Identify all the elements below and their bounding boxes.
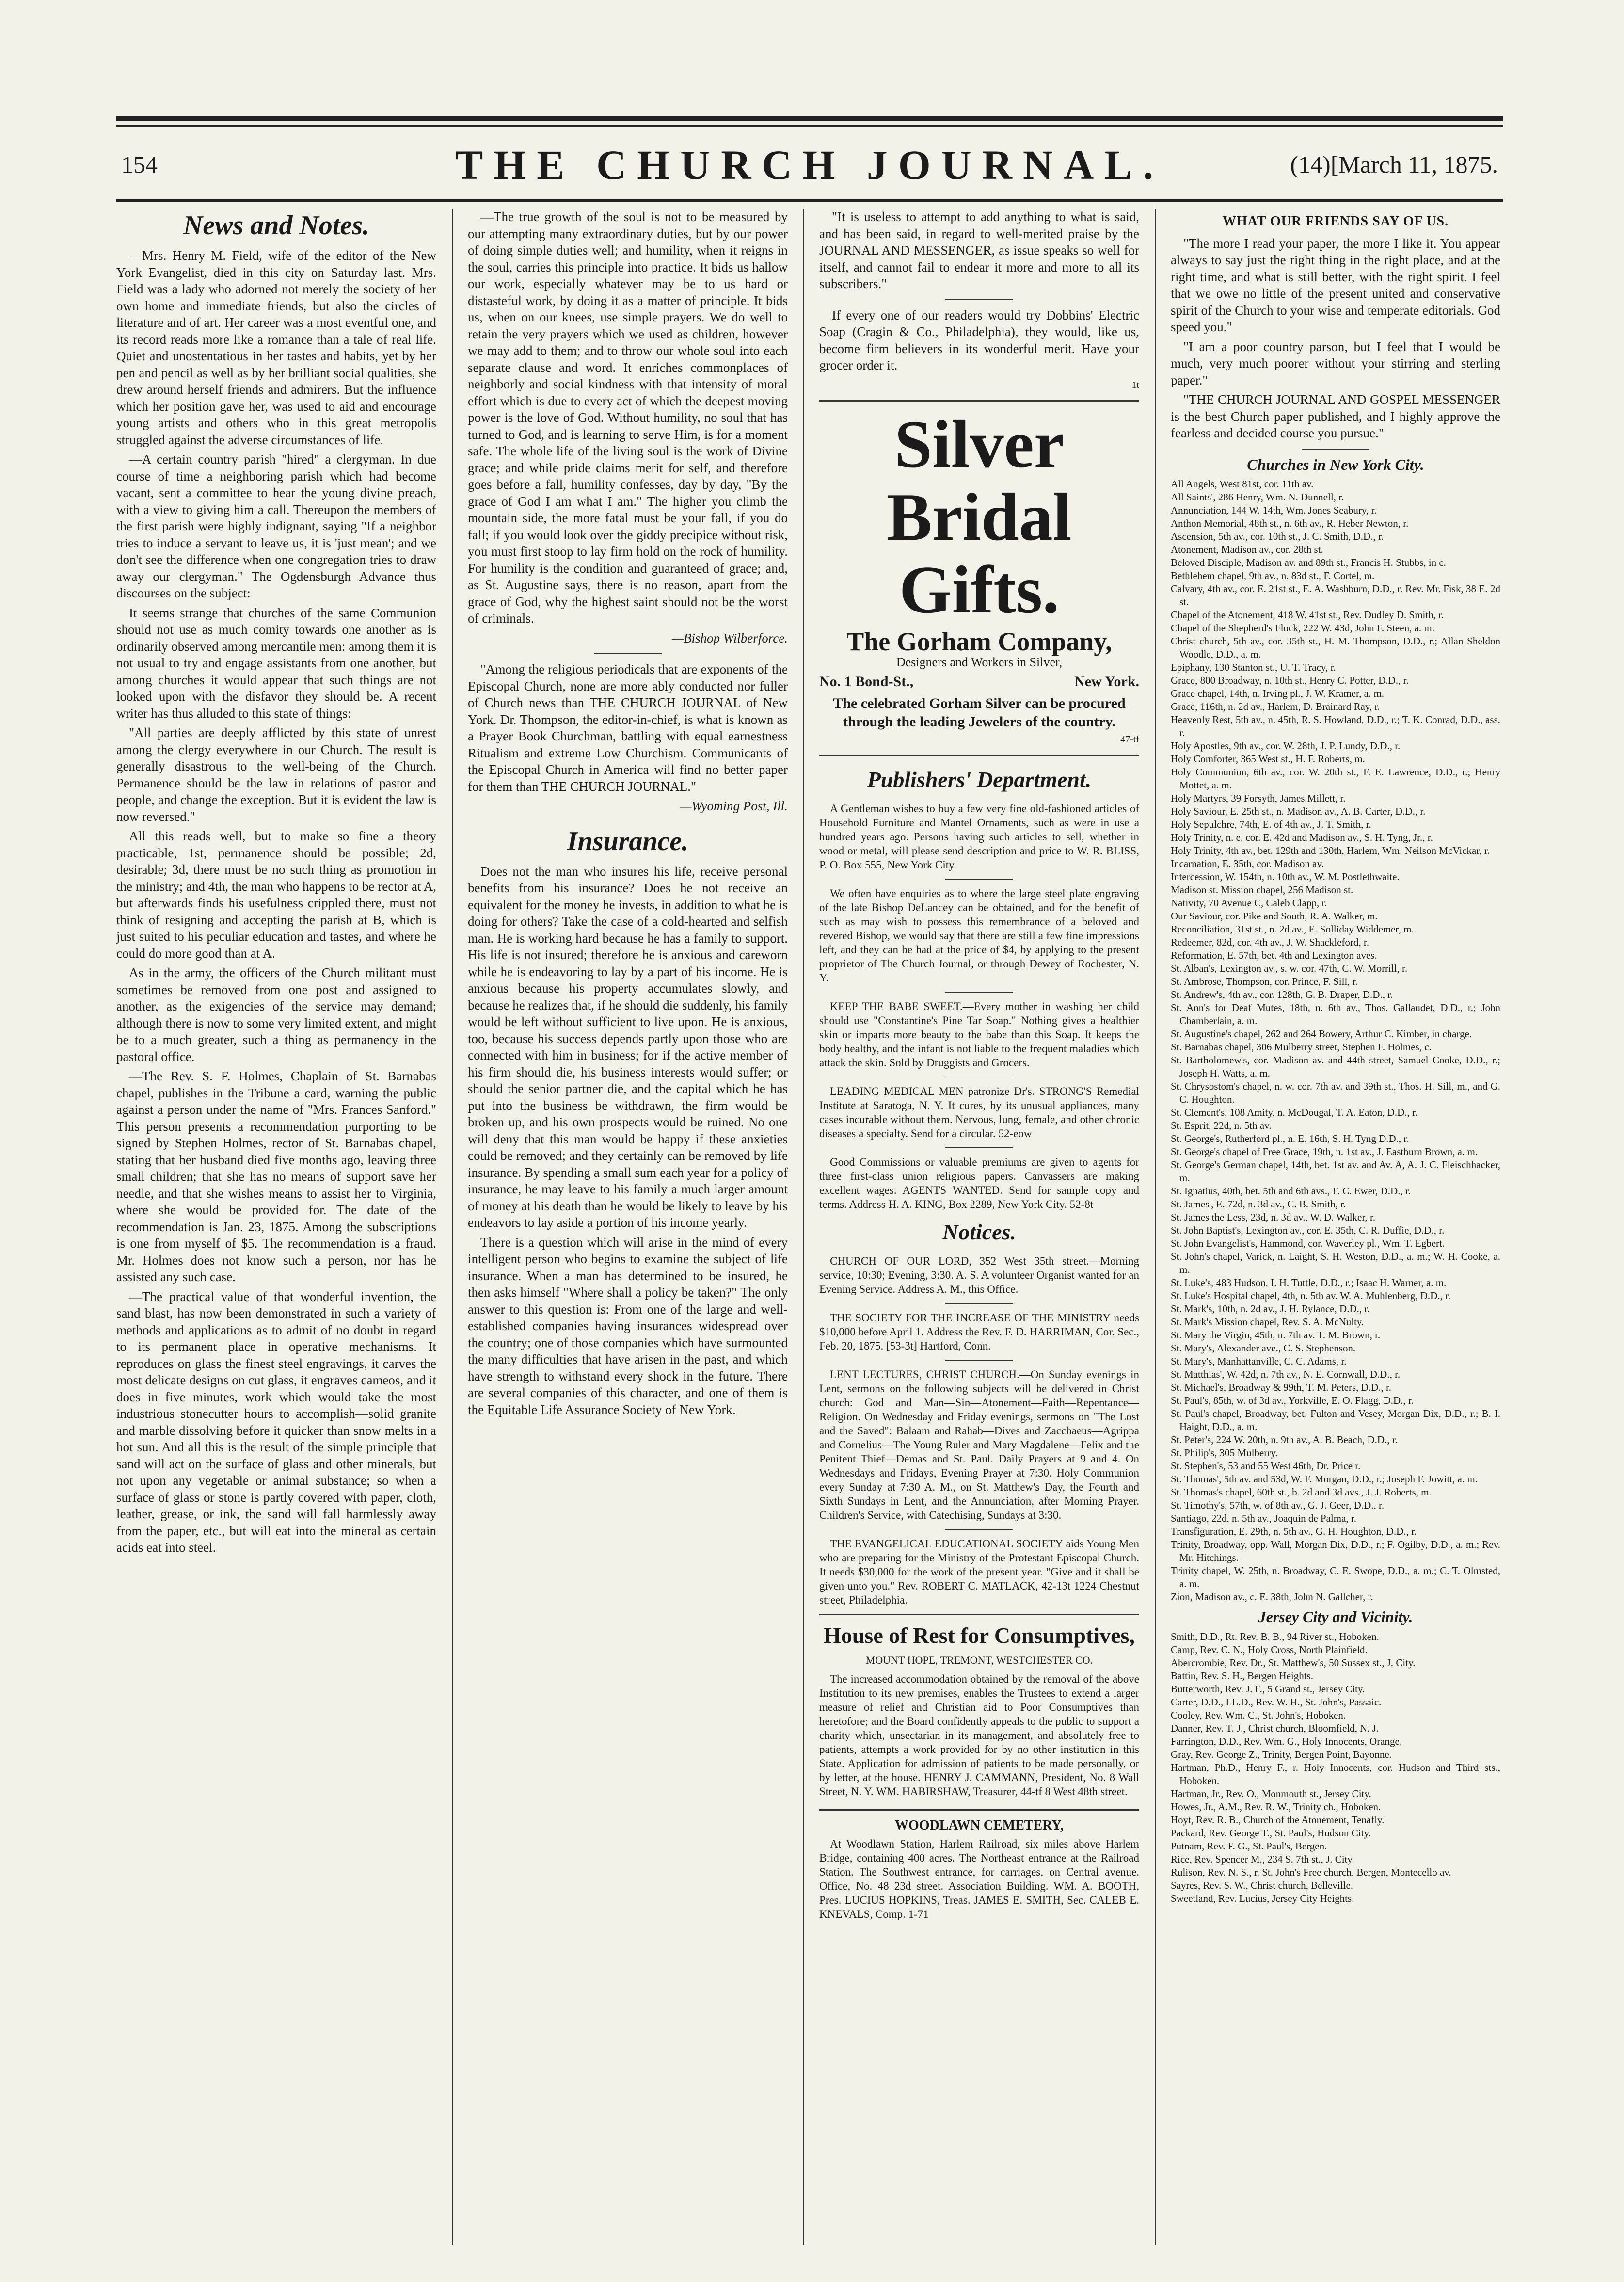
separator xyxy=(945,299,1013,300)
page-number: 154 xyxy=(121,151,158,178)
church-listing: Epiphany, 130 Stanton st., U. T. Tracy, r. xyxy=(1171,661,1336,673)
church-listing: St. James', E. 72d, n. 3d av., C. B. Smith, r. xyxy=(1171,1198,1346,1210)
classified-item: KEEP THE BABE SWEET.—Every mother in washing her child should use "Constantine's Pine Tar Soap." Nothing gives a healthier skin or imparts more beauty to the babe than this Soap. It keeps the body healthy, and the infant is not liable to the frequent maladies which attack the skin. Sold by Druggists and Grocers. xyxy=(819,1000,1139,1069)
church-listing: St. Timothy's, 57th, w. of 8th av., G. J. Geer, D.D., r. xyxy=(1171,1499,1385,1511)
ad-subheading: MOUNT HOPE, TREMONT, WESTCHESTER CO. xyxy=(865,1654,1093,1666)
separator xyxy=(945,1147,1013,1148)
church-listing: St. Thomas's chapel, 60th st., b. 2d and 3d avs., J. J. Roberts, m. xyxy=(1171,1486,1432,1498)
ad-reference: 1t xyxy=(1131,379,1139,390)
news-paragraph: —Mrs. Henry M. Field, wife of the editor of the New York Evangelist, died in this city on Saturday last. Mrs. Field was a lady who adorned not merely the society of her own home and immediate friends, but also the circles of literature and of art. Her career was a most eventful one, and its record reads more like a romance than a tale of real life. Quiet and unostentatious in her tastes and habits, yet by her pen and pencil as well as by her brilliant social qualities, she drew around herself friends and admirers. But the influence which her position gave her, was used to aid and encourage young artists and others who in this great metropolis struggled against the adverse circumstances of life. xyxy=(116,248,436,447)
church-listing: Intercession, W. 154th, n. 10th av., W. M. Postlethwaite. xyxy=(1171,871,1400,883)
church-listing: Holy Sepulchre, 74th, E. of 4th av., J. T. Smith, r. xyxy=(1171,819,1371,830)
church-listing: Atonement, Madison av., cor. 28th st. xyxy=(1171,544,1323,555)
ad-body: The increased accommodation obtained by the removal of the above Institution to its new premises, enables the Trustees to extend a larger measure of relief and Christian aid to Poor Consumptives than heretofore; and the Board confidently appeals to the public to support a charity which, unsectarian in its management, and absolutely free to patients, attempts a work provided for by no other institution in this State. Application for admission of patients to be made personally, or by letter, at the house. HENRY J. CAMMANN, President, No. 8 Wall Street, N. Y. WM. HABIRSHAW, Treasurer, 44-tf 8 West 48th street. xyxy=(819,1672,1139,1798)
church-listing: Reformation, E. 57th, bet. 4th and Lexington aves. xyxy=(1171,949,1377,961)
attribution: —Bishop Wilberforce. xyxy=(672,630,788,645)
church-listing: Holy Martyrs, 39 Forsyth, James Millett, r. xyxy=(1171,792,1346,804)
church-listing: Madison st. Mission chapel, 256 Madison st. xyxy=(1171,884,1353,896)
article-paragraph: —The true growth of the soul is not to be measured by our attempting many extraordinary duties, but by our power of doing simple duties well; and humility, when it reigns in the soul, carries this principle into practice. It bids us hallow our work, especially whatever may be to us hard or distasteful work, by doing it as a matter of principle. It bids us, when on our knees, use simple prayers. We do well to retain the very prayers which we used as children, however we may add to them; and to throw our whole soul into each separate clause and word. It enriches commonplaces of neighborly and social kindness with that intensity of moral effort which is due to every act of which the deepest moving power is the love of God. Without humility, no soul that has turned to God, and is learning to serve Him, is for a moment safe. The whole life of the living soul is the work of Divine grace; and while pride claims merit for self, and therefore goes before a fall, humility confesses, day by day, "By the grace of God I am what I am." The higher you climb the mountain side, the more fatal must be your fall, if you do fall; if you would look over the giddy precipice without risk, you must first stoop to lay firm hold on the rock of humility. For humility is the condition and guaranteed of grace; and, as St. Augustine says, there is no reason, apart from the grace of God, why the highest saint should not be the worst of criminals. xyxy=(468,209,788,626)
church-listing: Grace, 116th, n. 2d av., Harlem, D. Brainard Ray, r. xyxy=(1171,701,1380,712)
church-listing: St. Ambrose, Thompson, cor. Prince, F. Sill, r. xyxy=(1171,976,1358,987)
separator xyxy=(945,1529,1013,1530)
church-listing: Hartman, Ph.D., Henry F., r. Holy Innocents, cor. Hudson and Third sts., Hoboken. xyxy=(1171,1761,1500,1786)
church-listing: Heavenly Rest, 5th av., n. 45th, R. S. Howland, D.D., r.; T. K. Conrad, D.D., ass. r. xyxy=(1171,714,1500,739)
church-listing: St. Barnabas chapel, 306 Mulberry street, Stephen F. Holmes, c. xyxy=(1171,1041,1432,1053)
church-listing: St. Chrysostom's chapel, n. w. cor. 7th av. and 39th st., Thos. H. Sill, m., and G. C. Houghton. xyxy=(1171,1080,1500,1105)
church-listing: Beloved Disciple, Madison av. and 89th st., Francis H. Stubbs, in c. xyxy=(1171,557,1446,568)
news-paragraph: —The practical value of that wonderful invention, the sand blast, has now been demonstrated in such a variety of methods and applications as to admit of no doubt in regard to its permanent place in operative mechanisms. It reproduces on glass the finest steel engravings, it carves the most delicate designs on cut glass, it engraves cameos, and it does in five minutes, work which would take the most industrious stonecutter hours to accomplish—solid granite and marble dissolving before it quicker than snow melts in a hot sun. And all this is the result of the simple principle that sand will act on the surface of glass and other minerals, but not upon any vegetable or animal substance; so when a surface of glass or stone is partly covered with paper, cloth, leather, grease, or ink, the sand will fall harmlessly away from the paper, etc., but will eat into the mineral as certain acids eat into steel. xyxy=(116,1289,436,1555)
separator xyxy=(945,1303,1013,1304)
church-listing: St. John Evangelist's, Hammond, cor. Waverley pl., Wm. T. Egbert. xyxy=(1171,1237,1445,1249)
church-listing: Gray, Rev. George Z., Trinity, Bergen Point, Bayonne. xyxy=(1171,1748,1392,1760)
church-listing: Nativity, 70 Avenue C, Caleb Clapp, r. xyxy=(1171,897,1327,909)
column-humility-insurance xyxy=(468,209,788,2245)
article-paragraph: "Among the religious periodicals that are exponents of the Episcopal Church, none are more ably conducted nor fuller of Church news than THE CHURCH JOURNAL of New York. Dr. Thompson, the editor-in-chief, is what is known as a Prayer Book Churchman, battling with equal earnestness Ritualism and extreme Low Churchism. Communicants of the Episcopal Church in America will find no better paper for them than THE CHURCH JOURNAL." xyxy=(468,662,788,794)
ad-address-line xyxy=(819,674,1139,691)
church-listing: St. Philip's, 305 Mulberry. xyxy=(1171,1447,1278,1459)
church-listing: St. Michael's, Broadway & 99th, T. M. Peters, D.D., r. xyxy=(1171,1382,1392,1393)
church-listing: St. Ignatius, 40th, bet. 5th and 6th avs., F. C. Ewer, D.D., r. xyxy=(1171,1185,1411,1197)
article-paragraph: "It is useless to attempt to add anything to what is said, and has been said, in regard to well-merited praise by the JOURNAL AND MESSENGER, as issue speaks so well for itself, and cannot fail to endear it more and more to all its subscribers." xyxy=(819,209,1139,291)
church-listing: Howes, Jr., A.M., Rev. R. W., Trinity ch., Hoboken. xyxy=(1171,1800,1381,1813)
column-divider xyxy=(452,209,453,2245)
section-heading: Churches in New York City. xyxy=(1247,455,1424,473)
church-listing: Trinity chapel, W. 25th, n. Broadway, C. E. Swope, D.D., a. m.; C. T. Olmsted, a. m. xyxy=(1171,1565,1500,1590)
news-paragraph: It seems strange that churches of the same Communion should not use as much comity towards one another as is ordinarily observed among mercantile men: among them it is not usual to try and engage assistants from one another, but among churches it would appear that such things are not looked upon with the disfavor they should be. A recent writer has thus alluded to this state of things: xyxy=(116,605,436,721)
church-listing: Transfiguration, E. 29th, n. 5th av., G. H. Houghton, D.D., r. xyxy=(1171,1526,1417,1537)
section-heading: WHAT OUR FRIENDS SAY OF US. xyxy=(1222,214,1449,229)
church-listing: St. George's German chapel, 14th, bet. 1st av. and Av. A, A. J. C. Fleischhacker, m. xyxy=(1171,1159,1500,1184)
separator xyxy=(594,653,662,654)
church-listing: Chapel of the Shepherd's Flock, 222 W. 43d, John F. Steen, a. m. xyxy=(1171,622,1434,634)
church-listing: Camp, Rev. C. N., Holy Cross, North Plainfield. xyxy=(1171,1643,1368,1655)
church-listing: Danner, Rev. T. J., Christ church, Bloomfield, N. J. xyxy=(1171,1722,1379,1734)
classified-item: Good Commissions or valuable premiums are given to agents for three first-class union religious papers. Canvassers are making excellent wages. AGENTS WANTED. Send for sample copy and terms. Address H. A. KING, Box 2289, New York City. 52-8t xyxy=(819,1156,1139,1210)
church-listing: St. Mark's Mission chapel, Rev. S. A. McNulty. xyxy=(1171,1316,1364,1328)
house-of-rest-advertisement xyxy=(819,1614,1139,1811)
church-listing: St. Matthias', W. 42d, n. 7th av., N. E. Cornwall, D.D., r. xyxy=(1171,1368,1401,1380)
testimonial: "The more I read your paper, the more I like it. You appear always to say just the right thing in the right place, and at the right time, and what is still better, with the right spirit. I feel that we owe no little of the present united and conservative spirit of the Church to your wise and temperate editorials. God speed you." xyxy=(1171,236,1500,334)
ad-heading: House of Rest for Consumptives, xyxy=(824,1623,1135,1648)
ny-church-directory xyxy=(1171,478,1500,1604)
church-listing: Incarnation, E. 35th, cor. Madison av. xyxy=(1171,858,1324,869)
church-listing: St. Luke's Hospital chapel, 4th, n. 5th av. W. A. Muhlenberg, D.D., r. xyxy=(1171,1290,1451,1302)
news-paragraph: "All parties are deeply afflicted by this state of unrest among the clergy everywhere in our Church. The result is generally disastrous to the well-being of the Church. Permanence should be the law in relations of pastor and people, and change the exception. But it is evident the law is now reversed." xyxy=(116,725,436,824)
section-heading: Publishers' Department. xyxy=(867,767,1092,792)
ad-body: At Woodlawn Station, Harlem Railroad, six miles above Harlem Bridge, containing 400 acres. The Northeast entrance at the Railroad Station. The Southwest entrance, for carriages, on Central avenue. Office, No. 48 23d street. Association Building. WM. A. BOOTH, Pres. LUCIUS HOPKINS, Treas. JAMES E. SMITH, Sec. CALEB E. KNEVALS, Comp. 1-71 xyxy=(819,1838,1139,1920)
notice-item: LENT LECTURES, CHRIST CHURCH.—On Sunday evenings in Lent, sermons on the following subjects will be delivered in Christ church: God and Man—Sin—Atonement—Faith—Repentance—Religion. On Wednesday and Friday evenings, sermons on "The Lost and the Saved": Balaam and Rahab—Dives and Zacchaeus—Agrippa and Cornelius—The Young Ruler and Mary Magdalene—Felix and the Penitent Thief—Demas and St. Paul. Daily Prayers at 9 and 4. On Wednesdays and Fridays, Evening Prayer at 7:30. Holy Communion every Sunday at 7:30 A. M., on St. Matthew's Day, the Fourth and Sixth Sundays in Lent, and the Annunciation, after Morning Prayer. Children's Service, with Catechising, Sundays at 3:30. xyxy=(819,1368,1139,1521)
ad-title-silver: Silver xyxy=(894,407,1064,482)
church-listing: St. Peter's, 224 W. 20th, n. 9th av., A. B. Beach, D.D., r. xyxy=(1171,1434,1398,1446)
church-listing: Grace chapel, 14th, n. Irving pl., J. W. Kramer, a. m. xyxy=(1171,688,1385,699)
article-paragraph: If every one of our readers would try Dobbins' Electric Soap (Cragin & Co., Philadelphia), they would, like us, become firm believers in its wonderful merit. Have your grocer order it. xyxy=(819,307,1139,372)
church-listing: St. Clement's, 108 Amity, n. McDougal, T. A. Eaton, D.D., r. xyxy=(1171,1107,1418,1118)
church-listing: Cooley, Rev. Wm. C., St. John's, Hoboken. xyxy=(1171,1709,1346,1721)
notices xyxy=(819,1254,1139,1607)
separator xyxy=(945,992,1013,993)
column-divider xyxy=(803,209,804,2245)
church-listing: Smith, D.D., Rt. Rev. B. B., 94 River st., Hoboken. xyxy=(1171,1630,1379,1642)
church-listing: St. George's, Rutherford pl., n. E. 16th, S. H. Tyng D.D., r. xyxy=(1171,1133,1409,1144)
section-heading: Notices. xyxy=(942,1220,1016,1244)
news-paragraph: —The Rev. S. F. Holmes, Chaplain of St. Barnabas chapel, publishes in the Tribune a card, warning the public against a person under the name of "Mrs. Frances Sanford." This person presents a recommendation purporting to be signed by Stephen Holmes, rector of St. Barnabas chapel, stating that her husband died five months ago, leaving three small children; that she has no means of support save her needle, and that she wishes means to assist her to Virginia, where she would be provided for. The date of the recommendation is Jan. 23, 1875. Among the subscriptions is one from myself of $5. The recommendation is a fraud. Mr. Holmes does not know such a person, nor has he assisted any such case. xyxy=(116,1069,436,1284)
church-listing: Chapel of the Atonement, 418 W. 41st st., Rev. Dudley D. Smith, r. xyxy=(1171,609,1444,621)
church-listing: Sayres, Rev. S. W., Christ church, Belleville. xyxy=(1171,1879,1353,1891)
church-listing: Our Saviour, cor. Pike and South, R. A. Walker, m. xyxy=(1171,910,1378,922)
church-listing: Bethlehem chapel, 9th av., n. 83d st., F. Cortel, m. xyxy=(1171,570,1375,581)
church-listing: Annunciation, 144 W. 14th, Wm. Jones Seabury, r. xyxy=(1171,504,1377,516)
publishers-department xyxy=(819,802,1139,1211)
church-listing: Ascension, 5th av., cor. 10th st., J. C. Smith, D.D., r. xyxy=(1171,530,1384,542)
separator xyxy=(1302,449,1369,450)
news-paragraph: As in the army, the officers of the Church militant must sometimes be removed from one post and assigned to another, as the exigencies of the service may demand; although there is now to some very limited extent, and might be to a much greater, such a thing as permanency in the pastoral office. xyxy=(116,965,436,1064)
ad-title-bridal-gifts: Bridal Gifts. xyxy=(887,480,1072,627)
ad-reference: 47-tf xyxy=(1120,734,1139,745)
church-listing: St. George's chapel of Free Grace, 19th, n. 1st av., J. Eastburn Brown, a. m. xyxy=(1171,1146,1478,1157)
church-listing: All Saints', 286 Henry, Wm. N. Dunnell, r. xyxy=(1171,491,1344,503)
church-listing: St. Luke's, 483 Hudson, I. H. Tuttle, D.D., r.; Isaac H. Warner, a. m. xyxy=(1171,1277,1447,1288)
nj-church-directory xyxy=(1171,1630,1500,1905)
church-listing: St. Stephen's, 53 and 55 West 46th, Dr. Price r. xyxy=(1171,1460,1361,1472)
issue-date: (14)[March 11, 1875. xyxy=(1290,151,1498,178)
section-heading: News and Notes. xyxy=(183,210,370,241)
church-listing: All Angels, West 81st, cor. 11th av. xyxy=(1171,478,1314,490)
church-listing: St. John's chapel, Varick, n. Laight, S. H. Weston, D.D., a. m.; W. H. Cooke, a. m. xyxy=(1171,1251,1500,1275)
column-friends-churches xyxy=(1171,209,1500,2245)
separator xyxy=(945,879,1013,880)
newspaper-page xyxy=(116,116,1503,2260)
news-paragraph: All this reads well, but to make so fine a theory practicable, 1st, permanence should be possible; 2d, desirable; 3d, there must be no such thing as promotion in the ministry; and 4th, the man who happens to be rector at A, but afterwards finds his usefulness crippled there, must not think of resigning and accepting the parish at B, which is just suited to his peculiar education and tastes, and where he could do more good than at A. xyxy=(116,829,436,961)
church-listing: Holy Communion, 6th av., cor. W. 20th st., F. E. Lawrence, D.D., r.; Henry Mottet, a. m. xyxy=(1171,766,1500,791)
column-news-and-notes xyxy=(116,209,436,2245)
newspaper-title: THE CHURCH JOURNAL. xyxy=(455,142,1164,188)
church-listing: St. Thomas', 5th av. and 53d, W. F. Morgan, D.D., r.; Joseph F. Jowitt, a. m. xyxy=(1171,1473,1478,1485)
ad-tagline: Designers and Workers in Silver, xyxy=(896,655,1063,669)
church-listing: Battin, Rev. S. H., Bergen Heights. xyxy=(1171,1670,1313,1682)
ad-heading: WOODLAWN CEMETERY, xyxy=(894,1817,1064,1833)
attribution: —Wyoming Post, Ill. xyxy=(680,799,788,813)
church-listing: Butterworth, Rev. J. F., 5 Grand st., Jersey City. xyxy=(1171,1683,1365,1695)
church-listing: Zion, Madison av., c. E. 38th, John N. Gallcher, r. xyxy=(1171,1591,1373,1603)
church-listing: Christ church, 5th av., cor. 35th st., H. M. Thompson, D.D., r.; Allan Sheldon Woodle, D.D., a. m. xyxy=(1171,635,1500,660)
gorham-advertisement xyxy=(819,400,1139,756)
church-listing: Rulison, Rev. N. S., r. St. John's Free church, Bergen, Montecello av. xyxy=(1171,1866,1451,1878)
article-paragraph: There is a question which will arise in the mind of every intelligent person who begins to examine the subject of life insurance. When a man has determined to be insured, he then asks himself "Where shall a policy be taken?" The only answer to this question is: From one of the large and well-established companies having insurances widespread over the country; one of those companies which have surmounted the many difficulties that have arisen in the past, and which have strength to withstand every shock in the future. There are several companies of this character, and one of them is the Equitable Life Assurance Society of New York. xyxy=(468,1235,788,1417)
top-rule xyxy=(116,116,1503,121)
church-listing: St. Bartholomew's, cor. Madison av. and 44th street, Samuel Cooke, D.D., r.; Joseph H. Watts, a. m. xyxy=(1171,1054,1500,1079)
church-listing: Holy Apostles, 9th av., cor. W. 28th, J. P. Lundy, D.D., r. xyxy=(1171,740,1401,752)
church-listing: Rice, Rev. Spencer M., 234 S. 7th st., J. City. xyxy=(1171,1853,1354,1865)
church-listing: St. James the Less, 23d, n. 3d av., W. D. Walker, r. xyxy=(1171,1211,1376,1223)
church-listing: St. Mary's, Alexander ave., C. S. Stephenson. xyxy=(1171,1342,1356,1354)
church-listing: Redeemer, 82d, cor. 4th av., J. W. Shackleford, r. xyxy=(1171,936,1369,948)
church-listing: Grace, 800 Broadway, n. 10th st., Henry C. Potter, D.D., r. xyxy=(1171,675,1409,686)
church-listing: St. Paul's chapel, Broadway, bet. Fulton and Vesey, Morgan Dix, D.D., r.; B. I. Haight, D.D., a. m. xyxy=(1171,1408,1500,1432)
church-listing: Reconciliation, 31st st., n. 2d av., E. Solliday Widdemer, m. xyxy=(1171,923,1414,935)
church-listing: Farrington, D.D., Rev. Wm. G., Holy Innocents, Orange. xyxy=(1171,1735,1402,1747)
church-listing: Hoyt, Rev. R. B., Church of the Atonement, Tenafly. xyxy=(1171,1814,1385,1826)
church-listing: St. Mary the Virgin, 45th, n. 7th av. T. M. Brown, r. xyxy=(1171,1329,1381,1341)
church-listing: Anthon Memorial, 48th st., n. 6th av., R. Heber Newton, r. xyxy=(1171,517,1409,529)
church-listing: St. Augustine's chapel, 262 and 264 Bowery, Arthur C. Kimber, in charge. xyxy=(1171,1028,1472,1040)
testimonial: "THE CHURCH JOURNAL AND GOSPEL MESSENGER is the best Church paper published, and I highly approve the fearless and decided course you pursue." xyxy=(1171,392,1500,440)
notice-item: THE SOCIETY FOR THE INCREASE OF THE MINISTRY needs $10,000 before April 1. Address the Rev. F. D. HARRIMAN, Cor. Sec., Feb. 20, 1875. [53-3t] Hartford, Conn. xyxy=(819,1312,1139,1352)
church-listing: Hartman, Jr., Rev. O., Monmouth st., Jersey City. xyxy=(1171,1787,1371,1800)
church-listing: Holy Comforter, 365 West st., H. F. Roberts, m. xyxy=(1171,753,1365,765)
notice-item: CHURCH OF OUR LORD, 352 West 35th street.—Morning service, 10:30; Evening, 3:30. A. S. A volunteer Organist wanted for an Evening Service. Address A. M., this Office. xyxy=(819,1255,1139,1295)
church-listing: Santiago, 22d, n. 5th av., Joaquin de Palma, r. xyxy=(1171,1512,1357,1524)
church-listing: St. Mark's, 10th, n. 2d av., J. H. Rylance, D.D., r. xyxy=(1171,1303,1370,1315)
church-listing: Sweetland, Rev. Lucius, Jersey City Heights. xyxy=(1171,1892,1354,1904)
church-listing: St. Paul's, 85th, w. of 3d av., Yorkville, E. O. Flagg, D.D., r. xyxy=(1171,1395,1414,1406)
article-paragraph: Does not the man who insures his life, receive personal benefits from his insurance? Does he not receive an equivalent for the money he invests, in addition to what he is doing for others? Take the case of a cold-hearted and selfish man. He is working hard because he has a family to support. His life is not insured; therefore he is anxious and careworn while he is endeavoring to lay by a part of his income. He is anxious because his property accumulates slowly, and because he realizes that, if he should die suddenly, his family would be left without sufficient to live upon. He is anxious, too, because his success depends partly upon those who are connected with him in business; for if the active member of his firm should die, his business interests would suffer; or should the senior partner die, and the capital which he has put into the business be withdrawn, the firm would be broken up, and his own prospects would be ruined. No one will deny that this man would be happy if these anxieties could be removed; and they certainly can be removed by life insurance. By spending a small sum each year for a policy of insurance, he may leave to his family a much larger amount of money at his death than he would be likely to leave by his endeavors to lay aside a portion of his income yearly. xyxy=(468,864,788,1230)
news-paragraph: —A certain country parish "hired" a clergyman. In due course of time a neighboring parish which had become vacant, sent a committee to hear the young divine preach, with a view to giving him a call. Thereupon the members of the first parish were highly indignant, saying "If a neighbor tries to induce a servant to leave us, it is 'just mean'; and we don't see the difference when one congregation tries to draw away our clergyman." The Ogdensburgh Advance thus discourses on the subject: xyxy=(116,452,436,600)
masthead xyxy=(116,136,1503,194)
column-ads-notices xyxy=(819,209,1139,2245)
church-listing: Trinity, Broadway, opp. Wall, Morgan Dix, D.D., r.; F. Ogilby, D.D., a. m.; Rev. Mr. Hitchings. xyxy=(1171,1539,1500,1563)
church-listing: Holy Saviour, E. 25th st., n. Madison av., A. B. Carter, D.D., r. xyxy=(1171,805,1426,817)
notice-item: THE EVANGELICAL EDUCATIONAL SOCIETY aids Young Men who are preparing for the Ministry of the Protestant Episcopal Church. It needs $30,000 for the work of the present year. "Give and it shall be given unto you." Rev. ROBERT C. MATLACK, 42-13t 1224 Chestnut street, Philadelphia. xyxy=(819,1538,1139,1606)
church-listing: Carter, D.D., LL.D., Rev. W. H., St. John's, Passaic. xyxy=(1171,1696,1382,1708)
church-listing: St. Ann's for Deaf Mutes, 18th, n. 6th av., Thos. Gallaudet, D.D., r.; John Chamberlain, a. m. xyxy=(1171,1002,1500,1027)
church-listing: Holy Trinity, 4th av., bet. 129th and 130th, Harlem, Wm. Neilson McVickar, r. xyxy=(1171,845,1490,856)
ad-body: The celebrated Gorham Silver can be procured through the leading Jewelers of the country. xyxy=(833,695,1126,730)
church-listing: St. John Baptist's, Lexington av., cor. E. 35th, C. R. Duffie, D.D., r. xyxy=(1171,1224,1445,1236)
classified-item: LEADING MEDICAL MEN patronize Dr's. STRONG'S Remedial Institute at Saratoga, N. Y. It cures, by its unusual appliances, many cases incurable without them. Nervous, lung, female, and other chronic diseases a specialty. Send for a circular. 52-eow xyxy=(819,1085,1139,1140)
church-listing: Holy Trinity, n. e. cor. E. 42d and Madison av., S. H. Tyng, Jr., r. xyxy=(1171,832,1433,843)
section-heading: Jersey City and Vicinity. xyxy=(1258,1608,1413,1625)
church-listing: St. Mary's, Manhattanville, C. C. Adams, r. xyxy=(1171,1355,1347,1367)
church-listing: St. Esprit, 22d, n. 5th av. xyxy=(1171,1120,1272,1131)
church-listing: St. Alban's, Lexington av., s. w. cor. 47th, C. W. Morrill, r. xyxy=(1171,963,1408,974)
church-listing: Abercrombie, Rev. Dr., St. Matthew's, 50 Sussex st., J. City. xyxy=(1171,1656,1416,1669)
ad-city: New York. xyxy=(1074,674,1139,690)
separator xyxy=(945,1360,1013,1361)
top-rule-thin xyxy=(116,125,1503,127)
ad-company-name: The Gorham Company, xyxy=(846,627,1112,656)
section-heading: Insurance. xyxy=(567,826,689,856)
classified-item: We often have enquiries as to where the large steel plate engraving of the late Bishop DeLancey can be obtained, and for the benefit of such as may wish to possess this remembrance of a beloved and revered Bishop, we would say that there are still a few fine impressions left, and they can be had at the price of $4, by applying to the present proprietor of The Church Journal, or through Dewey of Rochester, N. Y. xyxy=(819,887,1139,984)
column-divider xyxy=(1155,209,1156,2245)
church-listing: Packard, Rev. George T., St. Paul's, Hudson City. xyxy=(1171,1827,1371,1839)
masthead-rule xyxy=(116,199,1503,202)
classified-item: A Gentleman wishes to buy a few very fine old-fashioned articles of Household Furniture and Mantel Ornaments, such as were in use a hundred years ago. Persons having such articles to sell, whether in wood or metal, will please send description and price to W. R. BLISS, P. O. Box 555, New York City. xyxy=(819,803,1139,871)
church-listing: St. Andrew's, 4th av., cor. 128th, G. B. Draper, D.D., r. xyxy=(1171,989,1393,1000)
church-listing: Calvary, 4th av., cor. E. 21st st., E. A. Washburn, D.D., r. Rev. Mr. Fisk, 38 E. 2d st. xyxy=(1171,583,1500,608)
ad-address: No. 1 Bond-St., xyxy=(819,674,914,690)
church-listing: Putnam, Rev. F. G., St. Paul's, Bergen. xyxy=(1171,1840,1327,1852)
testimonial: "I am a poor country parson, but I feel that I would be much, very much poorer without your stirring and sterling paper." xyxy=(1171,339,1500,387)
